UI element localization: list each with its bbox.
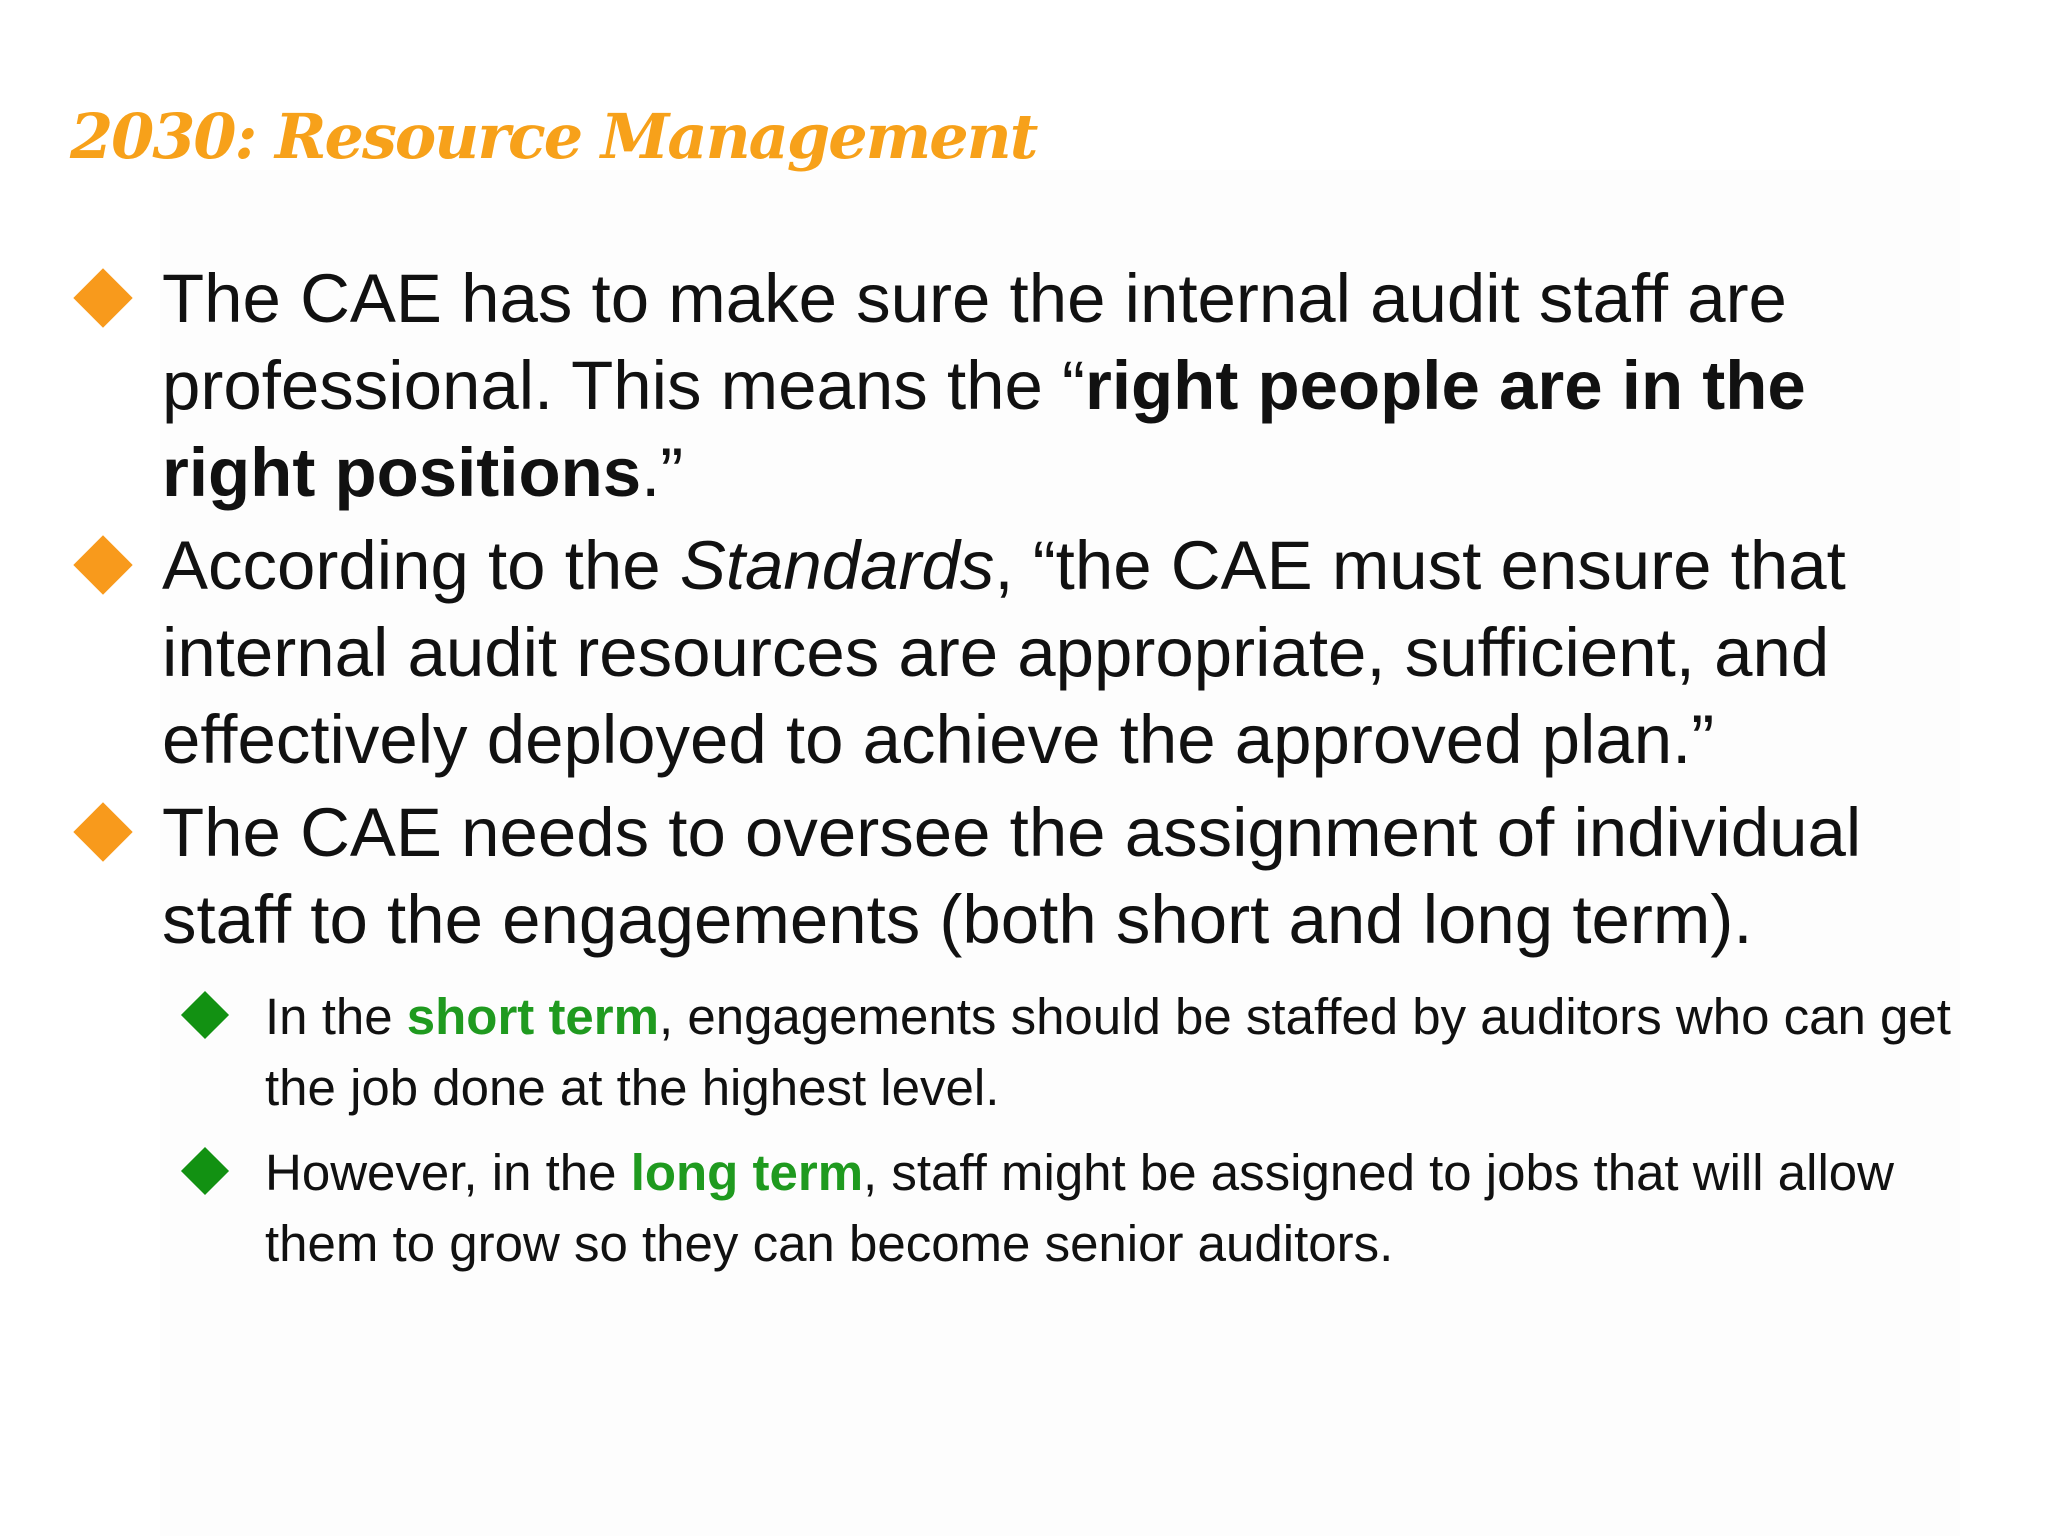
- diamond-icon: [73, 802, 132, 861]
- bullet-list: [70, 255, 1970, 1279]
- bullet-text: , “the CAE must ensure that internal audit resources are appropriate, sufficient, and effectively deployed to achieve the approved plan.”: [162, 527, 1846, 778]
- sub-bullet-text: However, in the: [265, 1144, 631, 1201]
- sub-bullet-text: , staff might be assigned to jobs that will allow them to grow so they can become senior auditors.: [265, 1144, 1894, 1272]
- bullet-italic-text: Standards: [679, 527, 995, 604]
- highlight-term: short term: [406, 988, 659, 1045]
- diamond-icon: [181, 1147, 229, 1195]
- bullet-text: According to the: [162, 527, 680, 604]
- sub-bullet-item-1: [70, 981, 1970, 1123]
- highlight-term: long term: [630, 1144, 864, 1201]
- bullet-text: The CAE needs to oversee the assignment of individual staff to the engagements (both short and long term).: [162, 794, 1862, 958]
- bullet-text: .”: [641, 434, 684, 511]
- bullet-text: The CAE has to make sure the internal audit staff are professional. This means the “: [162, 260, 1787, 424]
- bullet-bold-text: right people are in the right positions: [162, 347, 1806, 511]
- bullet-item-3: [70, 789, 1970, 963]
- diamond-icon: [73, 535, 132, 594]
- sub-bullet-text: , engagements should be staffed by auditors who can get the job done at the highest level.: [265, 988, 1951, 1116]
- diamond-icon: [181, 991, 229, 1039]
- diamond-icon: [73, 268, 132, 327]
- bullet-item-2: [70, 522, 1970, 783]
- sub-bullet-list: [70, 981, 1970, 1279]
- sub-bullet-text: In the: [265, 988, 407, 1045]
- slide-title: 2030: Resource Management: [70, 100, 1037, 173]
- sub-bullet-item-2: [70, 1137, 1970, 1279]
- bullet-item-1: [70, 255, 1970, 516]
